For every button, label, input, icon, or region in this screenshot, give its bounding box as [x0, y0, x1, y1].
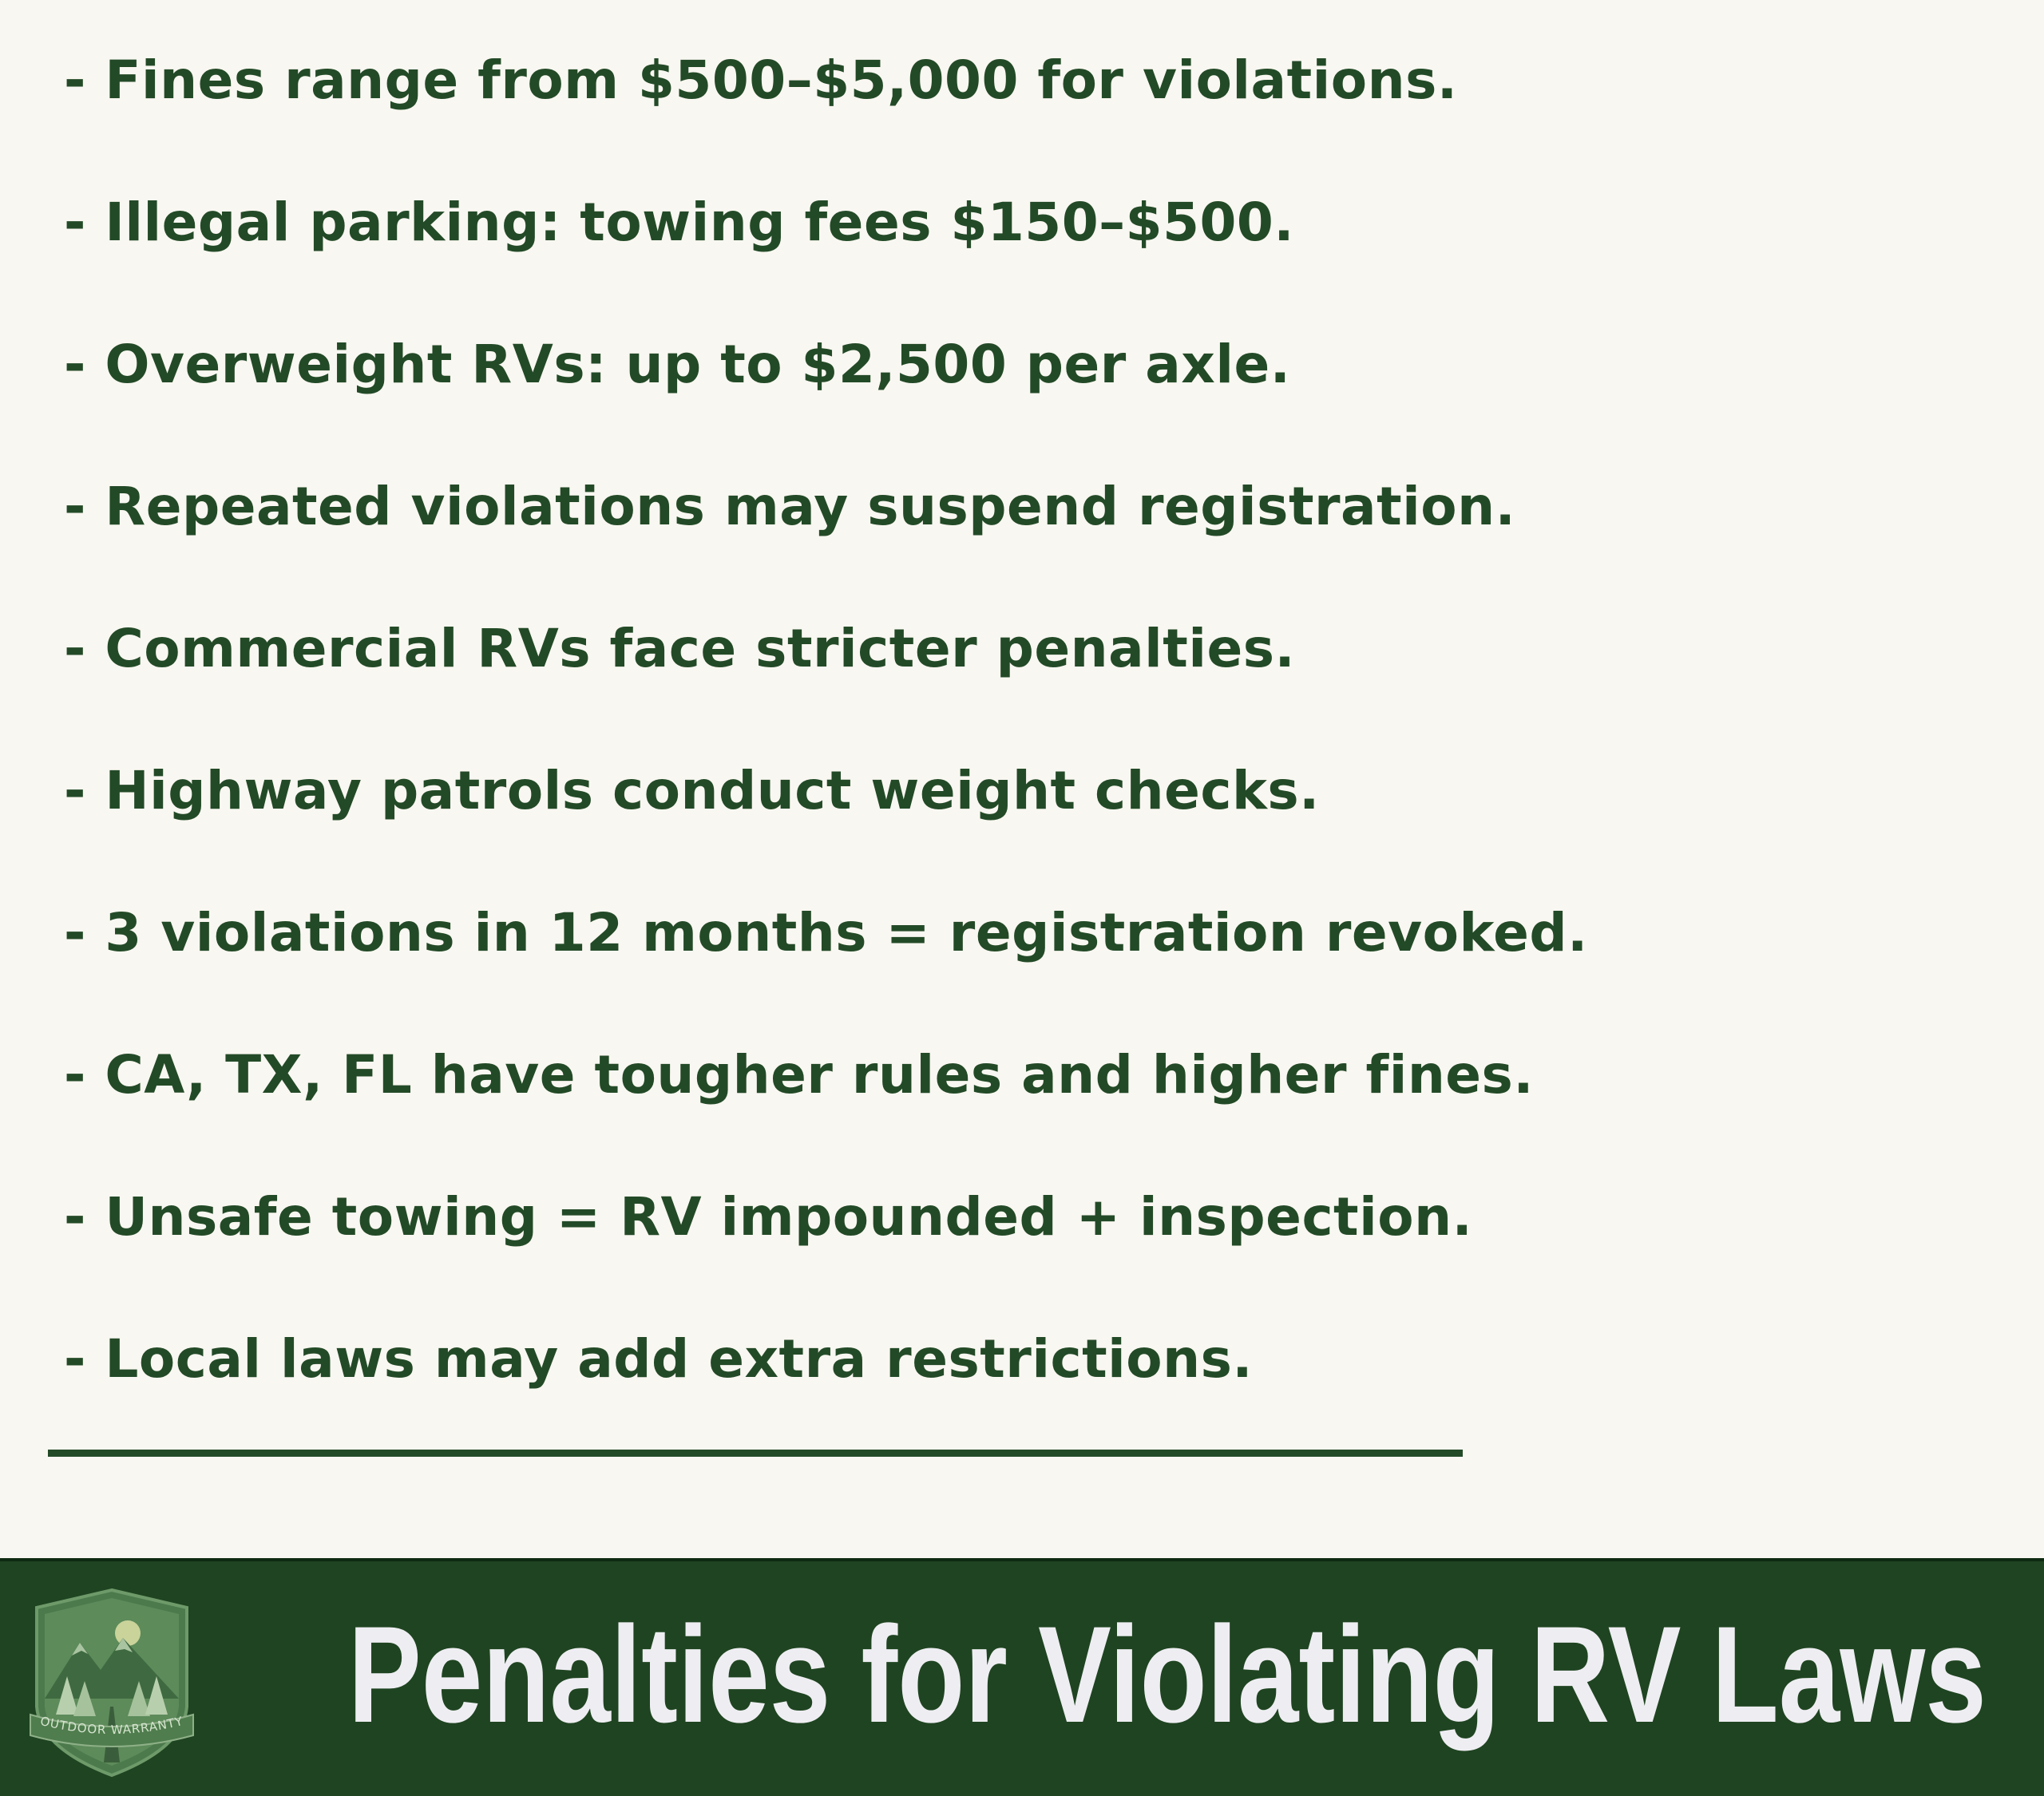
list-item: - Unsafe towing = RV impounded + inspection. — [64, 1186, 1473, 1248]
list-item: - Highway patrols conduct weight checks. — [64, 760, 1320, 821]
logo-text: OUTDOOR WARRANTY — [38, 1713, 185, 1738]
mountain-shield-logo-icon — [24, 1587, 200, 1778]
list-item: - Overweight RVs: up to $2,500 per axle. — [64, 334, 1291, 395]
list-item: - 3 violations in 12 months = registration revoked. — [64, 902, 1588, 963]
list-item: - Illegal parking: towing fees $150–$500. — [64, 192, 1294, 253]
list-item: - Commercial RVs face stricter penalties. — [64, 618, 1296, 679]
footer-banner — [0, 1558, 2044, 1796]
divider — [48, 1450, 1463, 1457]
list-item: - Fines range from $500–$5,000 for violations. — [64, 49, 1458, 111]
page-title: Penalties for Violating RV Laws — [348, 1598, 1987, 1751]
penalty-list — [64, 42, 1588, 1462]
list-item: - CA, TX, FL have tougher rules and higher fines. — [64, 1044, 1534, 1106]
list-item: - Local laws may add extra restrictions. — [64, 1328, 1253, 1390]
list-item: - Repeated violations may suspend registration. — [64, 476, 1516, 537]
